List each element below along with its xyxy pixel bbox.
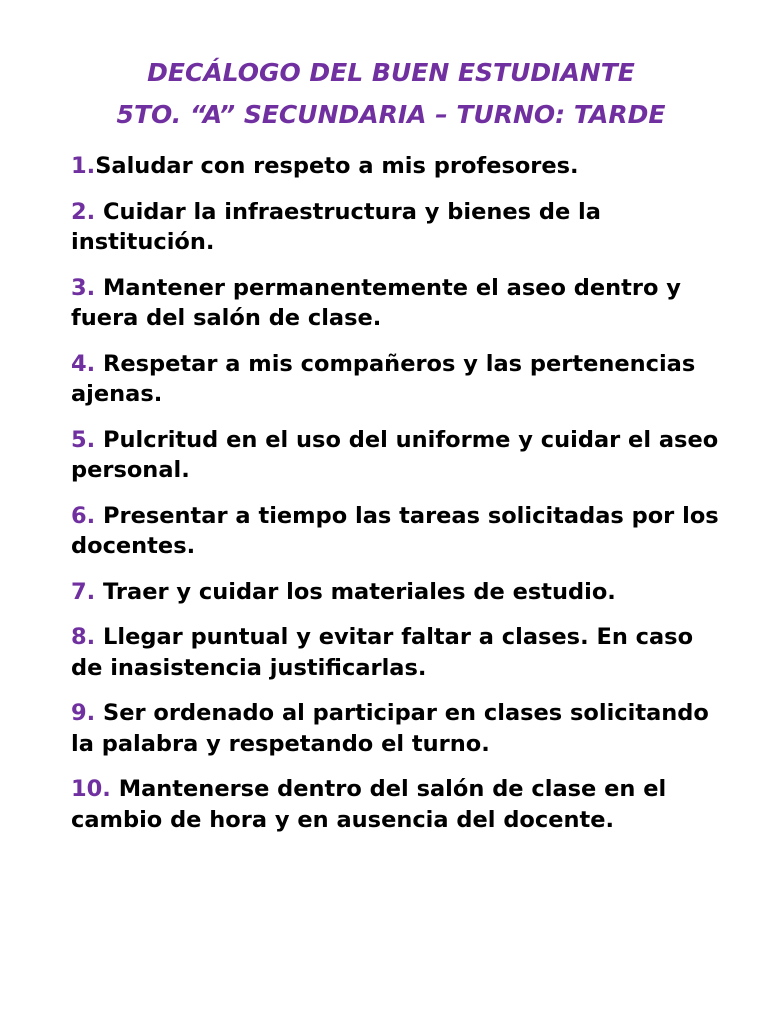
list-item bbox=[71, 622, 721, 683]
list-item bbox=[71, 197, 721, 258]
item-text: Cuidar la infraestructura y bienes de la institución. bbox=[71, 198, 601, 255]
item-text: Respetar a mis compañeros y las pertenencias ajenas. bbox=[71, 350, 696, 407]
item-number: 3. bbox=[71, 274, 96, 301]
list-item bbox=[71, 273, 721, 334]
item-text: Ser ordenado al participar en clases solicitando la palabra y respetando el turno. bbox=[71, 700, 709, 757]
item-number: 8. bbox=[71, 624, 96, 650]
item-number: 6. bbox=[71, 502, 96, 529]
item-number: 7. bbox=[71, 578, 96, 605]
item-number: 9. bbox=[71, 700, 96, 726]
item-text: Mantenerse dentro del salón de clase en el cambio de hora y en ausencia del docente. bbox=[71, 776, 667, 833]
item-number: 5. bbox=[71, 426, 96, 453]
item-text: Presentar a tiempo las tareas solicitadas por los docentes. bbox=[71, 502, 719, 559]
list-item bbox=[71, 577, 721, 608]
item-number: 1. bbox=[71, 153, 96, 179]
document-subtitle: 5TO. “A” SECUNDARIA – TURNO: TARDE bbox=[116, 100, 666, 129]
item-text: Saludar con respeto a mis profesores. bbox=[95, 153, 579, 179]
list-item bbox=[71, 501, 721, 562]
item-number: 10. bbox=[71, 776, 111, 802]
item-text: Llegar puntual y evitar faltar a clases. En caso de inasistencia justificarlas. bbox=[71, 624, 694, 681]
item-text: Pulcritud en el uso del uniforme y cuidar el aseo personal. bbox=[71, 426, 719, 483]
list-item bbox=[71, 349, 721, 410]
document-title: DECÁLOGO DEL BUEN ESTUDIANTE bbox=[147, 58, 635, 87]
item-number: 4. bbox=[71, 350, 96, 377]
list-item bbox=[71, 774, 721, 835]
list-item bbox=[71, 698, 721, 759]
list-item bbox=[71, 425, 721, 486]
item-text: Traer y cuidar los materiales de estudio. bbox=[95, 578, 616, 605]
item-number: 2. bbox=[71, 198, 96, 225]
item-text: Mantener permanentemente el aseo dentro y fuera del salón de clase. bbox=[71, 274, 681, 331]
list-item bbox=[71, 151, 721, 182]
title-block bbox=[0, 52, 768, 136]
rules-list bbox=[71, 151, 721, 850]
